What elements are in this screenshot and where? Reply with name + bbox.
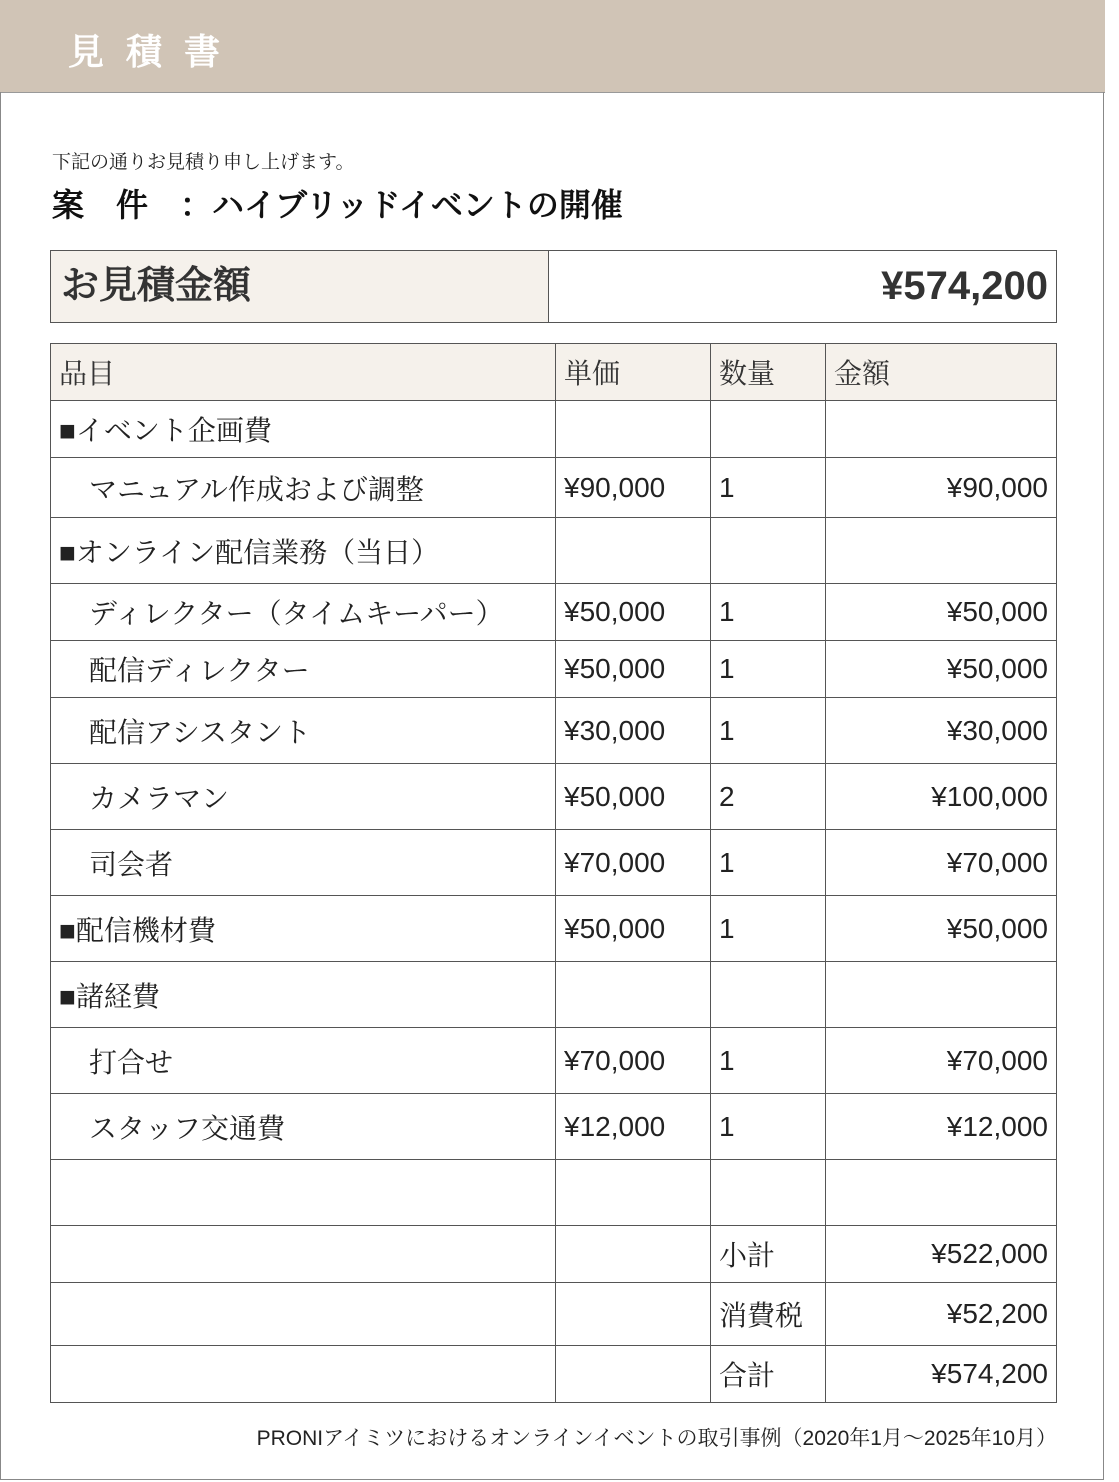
cell-amount: ¥522,000 bbox=[826, 1226, 1057, 1283]
column-header-item: 品目 bbox=[51, 344, 556, 401]
cell-quantity bbox=[711, 962, 826, 1028]
table-row bbox=[51, 1346, 1057, 1403]
table-row bbox=[51, 764, 1057, 830]
estimate-total-label: お見積金額 bbox=[51, 251, 549, 322]
cell-unit-price bbox=[556, 1160, 711, 1226]
cell-quantity: 消費税 bbox=[711, 1283, 826, 1346]
subject-line: 案 件 ：ハイブリッドイベントの開催 bbox=[52, 187, 623, 223]
cell-unit-price bbox=[556, 401, 711, 458]
table-row bbox=[51, 401, 1057, 458]
cell-amount: ¥30,000 bbox=[826, 698, 1057, 764]
cell-unit-price: ¥50,000 bbox=[556, 584, 711, 641]
table-row bbox=[51, 1283, 1057, 1346]
cell-unit-price: ¥30,000 bbox=[556, 698, 711, 764]
cell-item: ■配信機材費 bbox=[51, 896, 556, 962]
cell-quantity: 合計 bbox=[711, 1346, 826, 1403]
cell-amount: ¥50,000 bbox=[826, 641, 1057, 698]
cell-unit-price: ¥12,000 bbox=[556, 1094, 711, 1160]
table-row bbox=[51, 830, 1057, 896]
cell-unit-price: ¥50,000 bbox=[556, 641, 711, 698]
cell-quantity: 2 bbox=[711, 764, 826, 830]
cell-quantity: 1 bbox=[711, 1094, 826, 1160]
cell-amount bbox=[826, 962, 1057, 1028]
estimate-total-value: ¥574,200 bbox=[881, 264, 1048, 308]
cell-quantity: 1 bbox=[711, 641, 826, 698]
cell-item: ■オンライン配信業務（当日） bbox=[51, 518, 556, 584]
cell-quantity: 1 bbox=[711, 1028, 826, 1094]
table-row bbox=[51, 1094, 1057, 1160]
cell-quantity: 1 bbox=[711, 698, 826, 764]
cell-unit-price bbox=[556, 1226, 711, 1283]
table-row bbox=[51, 641, 1057, 698]
cell-amount: ¥100,000 bbox=[826, 764, 1057, 830]
cell-unit-price: ¥70,000 bbox=[556, 1028, 711, 1094]
table-row bbox=[51, 518, 1057, 584]
cell-quantity: 小計 bbox=[711, 1226, 826, 1283]
cell-amount: ¥52,200 bbox=[826, 1283, 1057, 1346]
cell-amount: ¥574,200 bbox=[826, 1346, 1057, 1403]
cell-quantity bbox=[711, 1160, 826, 1226]
cell-quantity: 1 bbox=[711, 584, 826, 641]
column-header-unit-price: 単価 bbox=[556, 344, 711, 401]
cell-amount: ¥70,000 bbox=[826, 830, 1057, 896]
cell-item: ディレクター（タイムキーパー） bbox=[51, 584, 556, 641]
cell-amount: ¥50,000 bbox=[826, 896, 1057, 962]
column-header-quantity: 数量 bbox=[711, 344, 826, 401]
cell-unit-price bbox=[556, 518, 711, 584]
cell-amount: ¥70,000 bbox=[826, 1028, 1057, 1094]
cell-amount: ¥90,000 bbox=[826, 458, 1057, 518]
cell-amount: ¥50,000 bbox=[826, 584, 1057, 641]
cell-quantity bbox=[711, 518, 826, 584]
cell-amount bbox=[826, 1160, 1057, 1226]
document-header bbox=[0, 0, 1105, 93]
cell-item: 配信ディレクター bbox=[51, 641, 556, 698]
document-title: 見積書 bbox=[68, 31, 243, 72]
cell-unit-price bbox=[556, 1283, 711, 1346]
estimate-total-box bbox=[50, 250, 1057, 323]
table-row bbox=[51, 896, 1057, 962]
cell-unit-price: ¥70,000 bbox=[556, 830, 711, 896]
table-row bbox=[51, 962, 1057, 1028]
table-row bbox=[51, 1160, 1057, 1226]
cell-unit-price: ¥90,000 bbox=[556, 458, 711, 518]
table-row bbox=[51, 584, 1057, 641]
column-header-amount: 金額 bbox=[826, 344, 1057, 401]
cell-item bbox=[51, 1346, 556, 1403]
cell-quantity: 1 bbox=[711, 458, 826, 518]
cell-unit-price: ¥50,000 bbox=[556, 764, 711, 830]
source-note: PRONIアイミツにおけるオンラインイベントの取引事例（2020年1月〜2025年10月） bbox=[256, 1427, 1057, 1450]
intro-text: 下記の通りお見積り申し上げます。 bbox=[52, 152, 355, 173]
cell-item: 配信アシスタント bbox=[51, 698, 556, 764]
table-row bbox=[51, 1028, 1057, 1094]
cell-unit-price: ¥50,000 bbox=[556, 896, 711, 962]
table-header-row bbox=[51, 344, 1057, 401]
cell-quantity bbox=[711, 401, 826, 458]
cell-item: ■イベント企画費 bbox=[51, 401, 556, 458]
table-row bbox=[51, 698, 1057, 764]
table-row bbox=[51, 458, 1057, 518]
cell-unit-price bbox=[556, 962, 711, 1028]
cell-item: ■諸経費 bbox=[51, 962, 556, 1028]
cell-unit-price bbox=[556, 1346, 711, 1403]
cell-item bbox=[51, 1283, 556, 1346]
cell-quantity: 1 bbox=[711, 896, 826, 962]
cell-item: 打合せ bbox=[51, 1028, 556, 1094]
cell-item: マニュアル作成および調整 bbox=[51, 458, 556, 518]
cell-amount bbox=[826, 518, 1057, 584]
cell-item: カメラマン bbox=[51, 764, 556, 830]
estimate-table bbox=[50, 343, 1057, 1403]
cell-amount: ¥12,000 bbox=[826, 1094, 1057, 1160]
cell-quantity: 1 bbox=[711, 830, 826, 896]
cell-item: 司会者 bbox=[51, 830, 556, 896]
cell-item: スタッフ交通費 bbox=[51, 1094, 556, 1160]
cell-item bbox=[51, 1160, 556, 1226]
cell-amount bbox=[826, 401, 1057, 458]
cell-item bbox=[51, 1226, 556, 1283]
table-row bbox=[51, 1226, 1057, 1283]
